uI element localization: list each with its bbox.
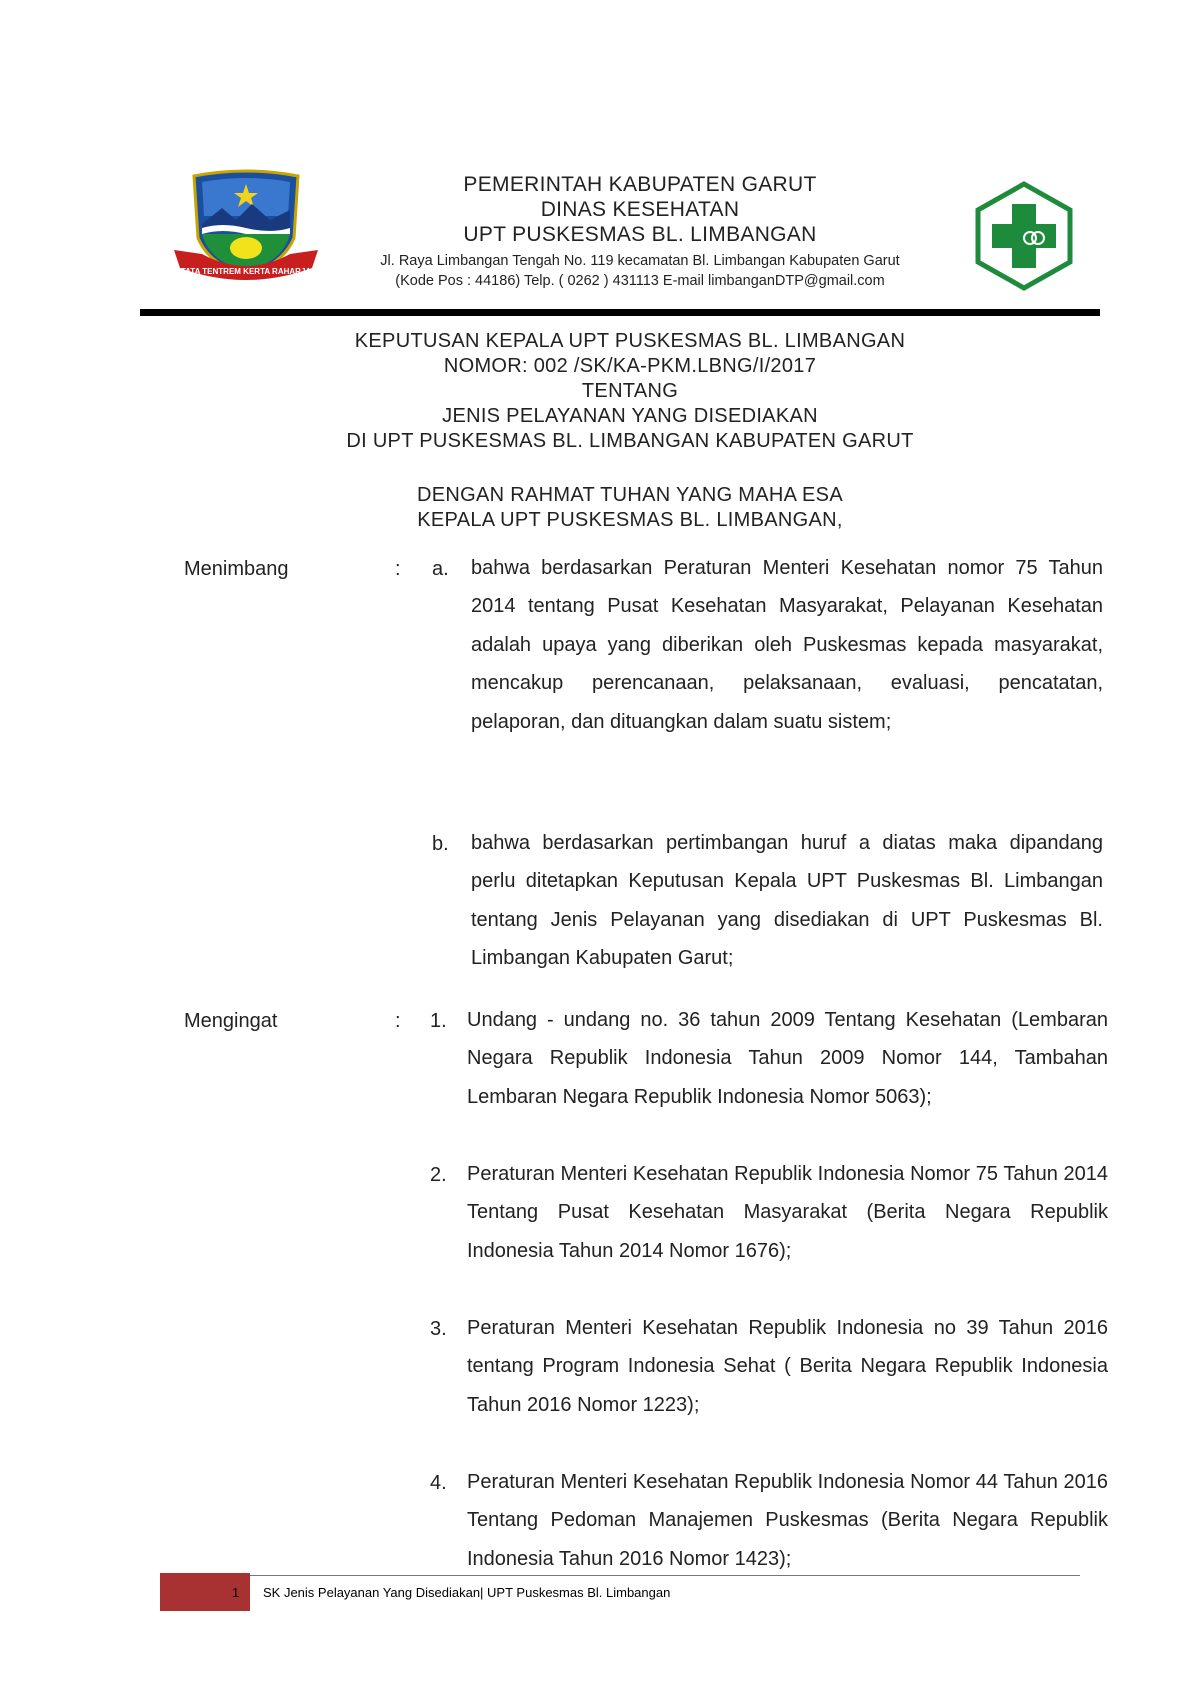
- letterhead-address: Jl. Raya Limbangan Tengah No. 119 kecamatan Bl. Limbangan Kabupaten Garut: [380, 253, 900, 269]
- letterhead-unit: UPT PUSKESMAS BL. LIMBANGAN: [463, 223, 817, 246]
- preamble-line-1: DENGAN RAHMAT TUHAN YANG MAHA ESA: [417, 484, 843, 506]
- menimbang-item-b: bahwa berdasarkan pertimbangan huruf a diatas maka dipandang perlu ditetapkan Keputusan Kepala UPT Puskesmas Bl. Limbangan tentang Jenis Pelayanan yang disediakan di UPT Puskesmas Bl. Limbangan Kabupaten Garut;: [471, 832, 1103, 970]
- preamble-line-2: KEPALA UPT PUSKESMAS BL. LIMBANGAN,: [417, 509, 843, 531]
- mengingat-marker-1: 1.: [430, 1010, 447, 1032]
- menimbang-label: Menimbang: [184, 558, 289, 580]
- decree-preamble: [150, 483, 1110, 533]
- footer-text: SK Jenis Pelayanan Yang Disediakan| UPT Puskesmas Bl. Limbangan: [263, 1585, 671, 1600]
- menimbang-marker-a: a.: [432, 558, 449, 580]
- menimbang-colon: :: [395, 558, 401, 580]
- decree-subject: JENIS PELAYANAN YANG DISEDIAKAN: [442, 405, 818, 427]
- puskesmas-logo: [970, 180, 1078, 292]
- decree-title: [150, 329, 1110, 454]
- decree-location: DI UPT PUSKESMAS BL. LIMBANGAN KABUPATEN GARUT: [346, 430, 914, 452]
- mengingat-item-1: Undang - undang no. 36 tahun 2009 Tentang Kesehatan (Lembaran Negara Republik Indonesia Tahun 2009 Nomor 144, Tambahan Lembaran Negara Republik Indonesia Nomor 5063);: [467, 1009, 1108, 1108]
- letterhead-rule: [140, 309, 1100, 316]
- letterhead-contact: (Kode Pos : 44186) Telp. ( 0262 ) 431113 E-mail limbanganDTP@gmail.com: [395, 273, 885, 289]
- decree-heading: KEPUTUSAN KEPALA UPT PUSKESMAS BL. LIMBANGAN: [354, 330, 906, 352]
- footer-divider: [250, 1575, 1080, 1576]
- letterhead-government: PEMERINTAH KABUPATEN GARUT: [463, 173, 817, 196]
- kabupaten-garut-logo: [172, 168, 320, 288]
- menimbang-item-a: bahwa berdasarkan Peraturan Menteri Kesehatan nomor 75 Tahun 2014 tentang Pusat Kesehatan Masyarakat, Pelayanan Kesehatan adalah upaya yang diberikan oleh Puskesmas kepada masyarakat, mencakup perencanaan, pelaksanaan, evaluasi, pencatatan, pelaporan, dan dituangkan dalam suatu sistem;: [471, 557, 1103, 733]
- letterhead-office: DINAS KESEHATAN: [540, 198, 740, 221]
- mengingat-marker-4: 4.: [430, 1472, 447, 1494]
- decree-tentang: TENTANG: [581, 380, 679, 402]
- svg-text:TATA TENTREM KERTA RAHARJA: TATA TENTREM KERTA RAHARJA: [180, 267, 312, 276]
- mengingat-colon: :: [395, 1010, 401, 1032]
- mengingat-marker-3: 3.: [430, 1318, 447, 1340]
- mengingat-item-4: Peraturan Menteri Kesehatan Republik Indonesia Nomor 44 Tahun 2016 Tentang Pedoman Manajemen Puskesmas (Berita Negara Republik Indonesia Tahun 2016 Nomor 1423);: [467, 1471, 1108, 1570]
- menimbang-marker-b: b.: [432, 833, 449, 855]
- footer-page-number: 1: [232, 1585, 240, 1600]
- letterhead: [320, 172, 960, 291]
- mengingat-item-2: Peraturan Menteri Kesehatan Republik Indonesia Nomor 75 Tahun 2014 Tentang Pusat Kesehatan Masyarakat (Berita Negara Republik Indonesia Tahun 2014 Nomor 1676);: [467, 1163, 1108, 1262]
- decree-number: NOMOR: 002 /SK/KA-PKM.LBNG/I/2017: [443, 355, 817, 377]
- mengingat-label: Mengingat: [184, 1010, 278, 1032]
- mengingat-marker-2: 2.: [430, 1164, 447, 1186]
- mengingat-item-3: Peraturan Menteri Kesehatan Republik Indonesia no 39 Tahun 2016 tentang Program Indonesia Sehat ( Berita Negara Republik Indonesia Tahun 2016 Nomor 1223);: [467, 1317, 1108, 1416]
